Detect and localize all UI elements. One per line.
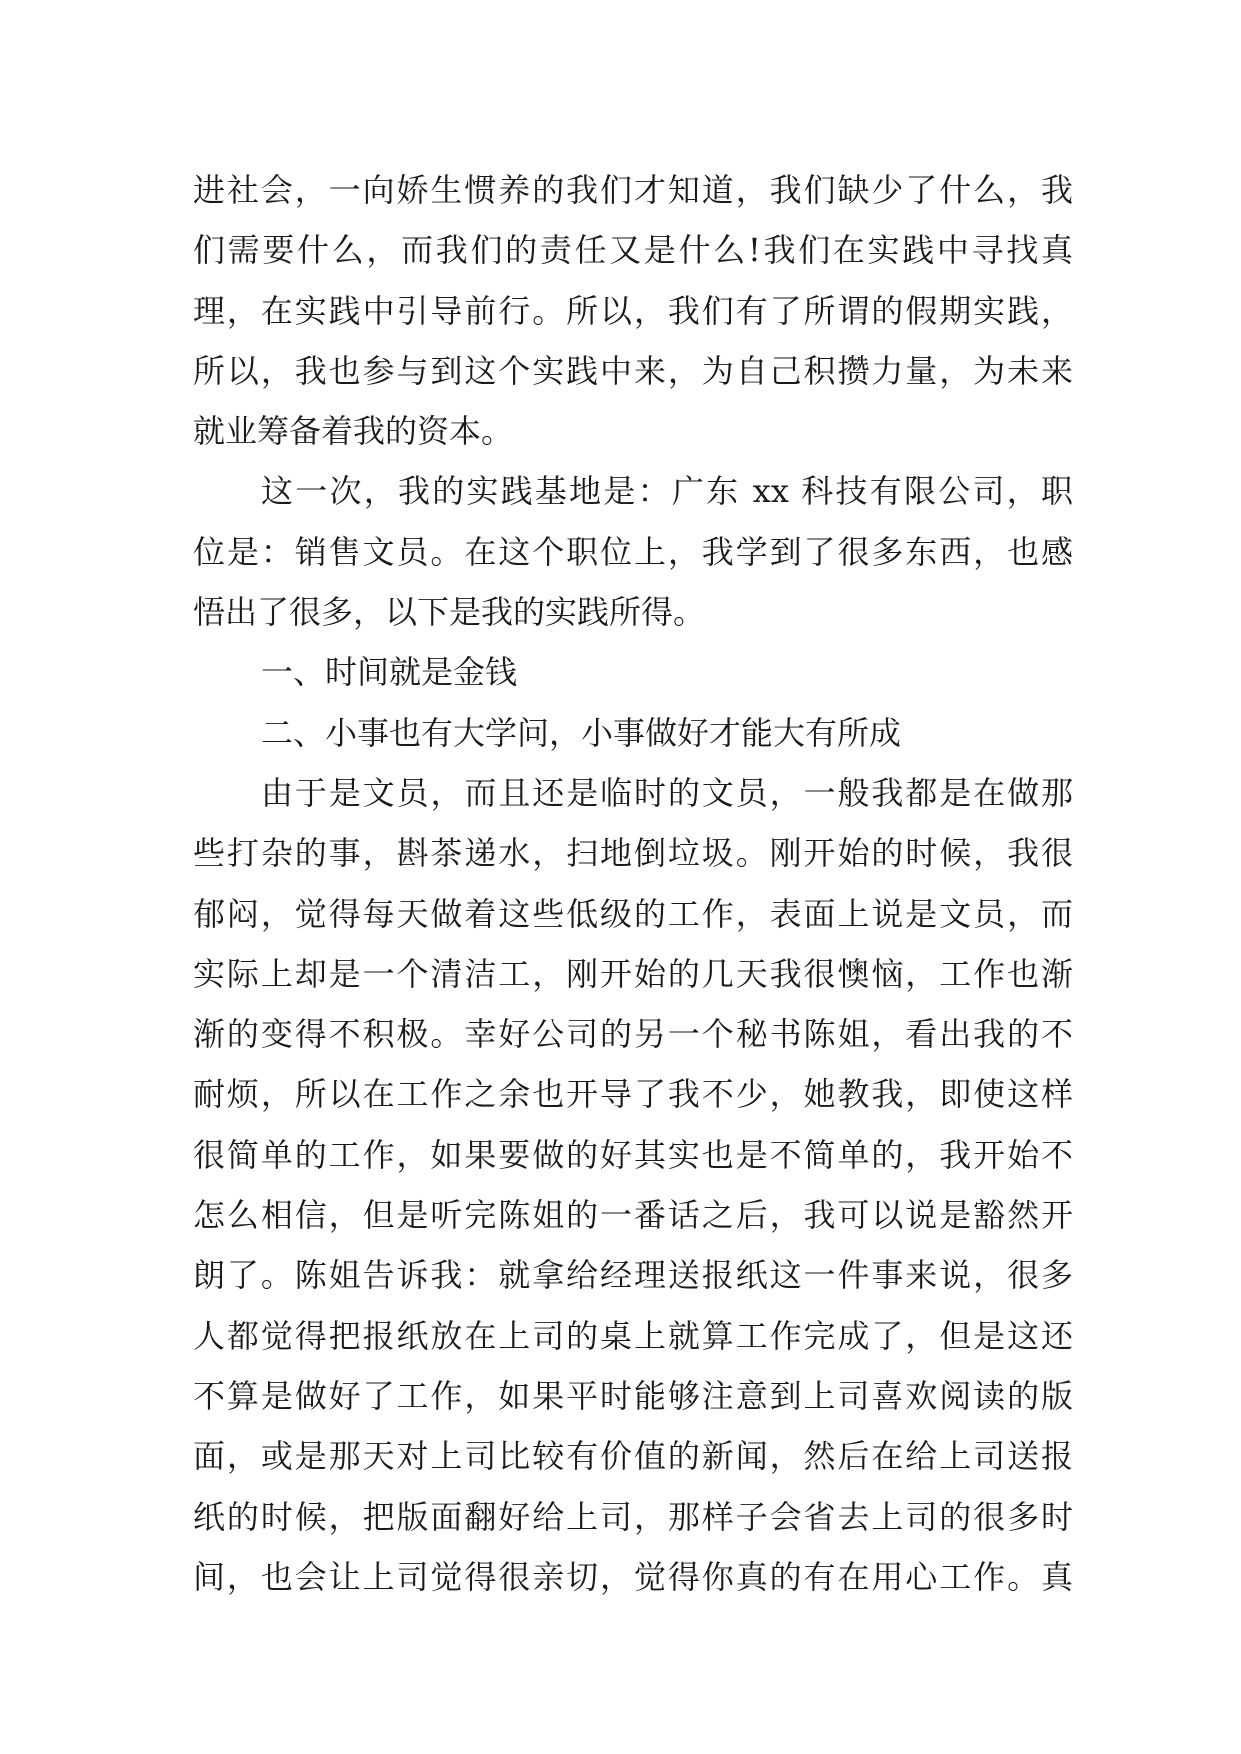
text-line: 悟出了很多，以下是我的实践所得。 bbox=[193, 593, 706, 632]
text-line: 由于是文员，而且还是临时的文员，一般我都是在做那 bbox=[261, 773, 1073, 812]
text-line: 渐的变得不积极。幸好公司的另一个秘书陈姐，看出我的不 bbox=[193, 1015, 1073, 1054]
text-line: 二、小事也有大学问，小事做好才能大有所成 bbox=[261, 713, 902, 752]
text-line: 一、时间就是金钱 bbox=[261, 653, 518, 692]
text-line: 些打杂的事，斟茶递水，扫地倒垃圾。刚开始的时候，我很 bbox=[193, 834, 1073, 873]
text-line: 实际上却是一个清洁工，刚开始的几天我很懊恼，工作也渐 bbox=[193, 954, 1073, 993]
text-line: 人都觉得把报纸放在上司的桌上就算工作完成了，但是这还 bbox=[193, 1316, 1073, 1355]
text-line: 不算是做好了工作，如果平时能够注意到上司喜欢阅读的版 bbox=[193, 1376, 1073, 1415]
text-line: 郁闷，觉得每天做着这些低级的工作，表面上说是文员，而 bbox=[193, 894, 1073, 933]
body-text bbox=[193, 160, 1073, 1607]
text-line: 很简单的工作，如果要做的好其实也是不简单的，我开始不 bbox=[193, 1135, 1073, 1174]
text-line: 怎么相信，但是听完陈姐的一番话之后，我可以说是豁然开 bbox=[193, 1196, 1073, 1235]
text-line: 纸的时候，把版面翻好给上司，那样子会省去上司的很多时 bbox=[193, 1497, 1073, 1536]
text-line: 朗了。陈姐告诉我：就拿给经理送报纸这一件事来说，很多 bbox=[193, 1256, 1073, 1295]
text-line: 就业筹备着我的资本。 bbox=[193, 412, 514, 451]
text-line: 理，在实践中引导前行。所以，我们有了所谓的假期实践， bbox=[193, 291, 1073, 330]
text-line: 面，或是那天对上司比较有价值的新闻，然后在给上司送报 bbox=[193, 1437, 1073, 1476]
text-line: 间，也会让上司觉得很亲切，觉得你真的有在用心工作。真 bbox=[193, 1557, 1073, 1596]
text-line: 耐烦，所以在工作之余也开导了我不少，她教我，即使这样 bbox=[193, 1075, 1073, 1114]
text-line: 这一次，我的实践基地是：广东 xx 科技有限公司，职 bbox=[261, 472, 1073, 511]
text-line: 所以，我也参与到这个实践中来，为自己积攒力量，为未来 bbox=[193, 351, 1073, 390]
text-line: 位是：销售文员。在这个职位上，我学到了很多东西，也感 bbox=[193, 532, 1073, 571]
text-line: 进社会，一向娇生惯养的我们才知道，我们缺少了什么，我 bbox=[193, 171, 1073, 209]
text-line: 们需要什么，而我们的责任又是什么!我们在实践中寻找真 bbox=[193, 231, 1073, 270]
